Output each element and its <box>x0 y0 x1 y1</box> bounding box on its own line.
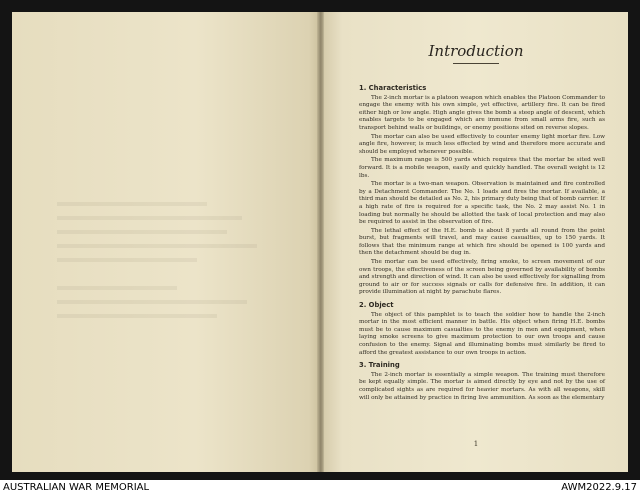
archive-footer <box>0 480 640 496</box>
paragraph: The mortar can be used effectively, firing smoke, to screen movement of our own troops, the effectiveness of the screen being governed by availability of bombs and strength and direction of wind. It can also be used effectively for signalling from ground to air or for success signals or calls for defensive fire. In addition, it can provide illumination at night by parachute flares. <box>359 259 605 296</box>
institution-label: AUSTRALIAN WAR MEMORIAL <box>3 482 150 493</box>
accession-number: AWM2022.9.17 <box>561 482 637 493</box>
page-number: 1 <box>473 440 479 448</box>
show-through-ghost <box>52 92 302 342</box>
paragraph: The 2-inch mortar is a platoon weapon which enables the Platoon Commander to engage the enemy with his own simple, yet effective, artillery fire. It can be fired either high or low angle. High angle gives the bomb a steep angle of descent, which enables targets to be engaged which are immune from small arms fire, such as transport behind walls or buildings, or enemy positions sited on reverse slopes. <box>359 94 606 131</box>
section-heading-characteristics: 1. Characteristics <box>359 84 427 92</box>
title-underline <box>453 63 499 64</box>
paragraph: The lethal effect of the H.E. bomb is about 8 yards all round from the point burst, but fragments will travel, and may cause casualties, up to 150 yards. It follows that the minimum range at which fire should be opened is 100 yards and then the detachment should be dug in. <box>359 227 605 257</box>
booklet-spread <box>0 12 640 474</box>
paragraph: The mortar is a two-man weapon. Observation is maintained and fire controlled by a Detachment Commander. The No. 1 loads and fires the mortar. If available, a third man should be detailed as No. 2, his primary duty being that of bomb carrier. If a high rate of fire is required for a specific task, the No. 2 may assist No. 1 in loading but normally he should be allotted the task of local protection and may also be required to assist in the observation of fire. <box>359 181 605 226</box>
page-content <box>359 80 605 403</box>
left-page <box>12 12 318 472</box>
right-page <box>324 12 628 472</box>
page-title: Introduction <box>428 42 524 60</box>
section-heading-training: 3. Training <box>359 361 400 370</box>
paragraph: The 2-inch mortar is essentially a simple weapon. The training must therefore be kept equally simple. The mortar is aimed directly by eye and not by the use of complicated sights as are required for heavier mortars. As with all weapons, skill will only be attained by practice in firing live ammunition. As soon as the elementary <box>359 371 605 401</box>
paragraph: The maximum range is 500 yards which requires that the mortar be sited well forward. It is a mobile weapon, easily and quickly handled. The overall weight is 12 lbs. <box>359 157 605 179</box>
paragraph: The object of this pamphlet is to teach the soldier how to handle the 2-inch mortar in the most efficient manner in battle. His object when firing H.E. bombs must be to cause maximum casualties to the enemy in men and equipment, when laying smoke screens to give maximum protection to our own troops and cause confusion to the enemy. Signal and illuminating bombs must similarly be fired to afford the greatest assistance to our own troops in action. <box>359 311 605 356</box>
section-heading-object: 2. Object <box>359 301 394 310</box>
paragraph: The mortar can also be used effectively to counter enemy light mortar fire. Low angle fire, however, is much less effected by wind and therefore more accurate and should be employed whenever possible. <box>359 133 605 155</box>
